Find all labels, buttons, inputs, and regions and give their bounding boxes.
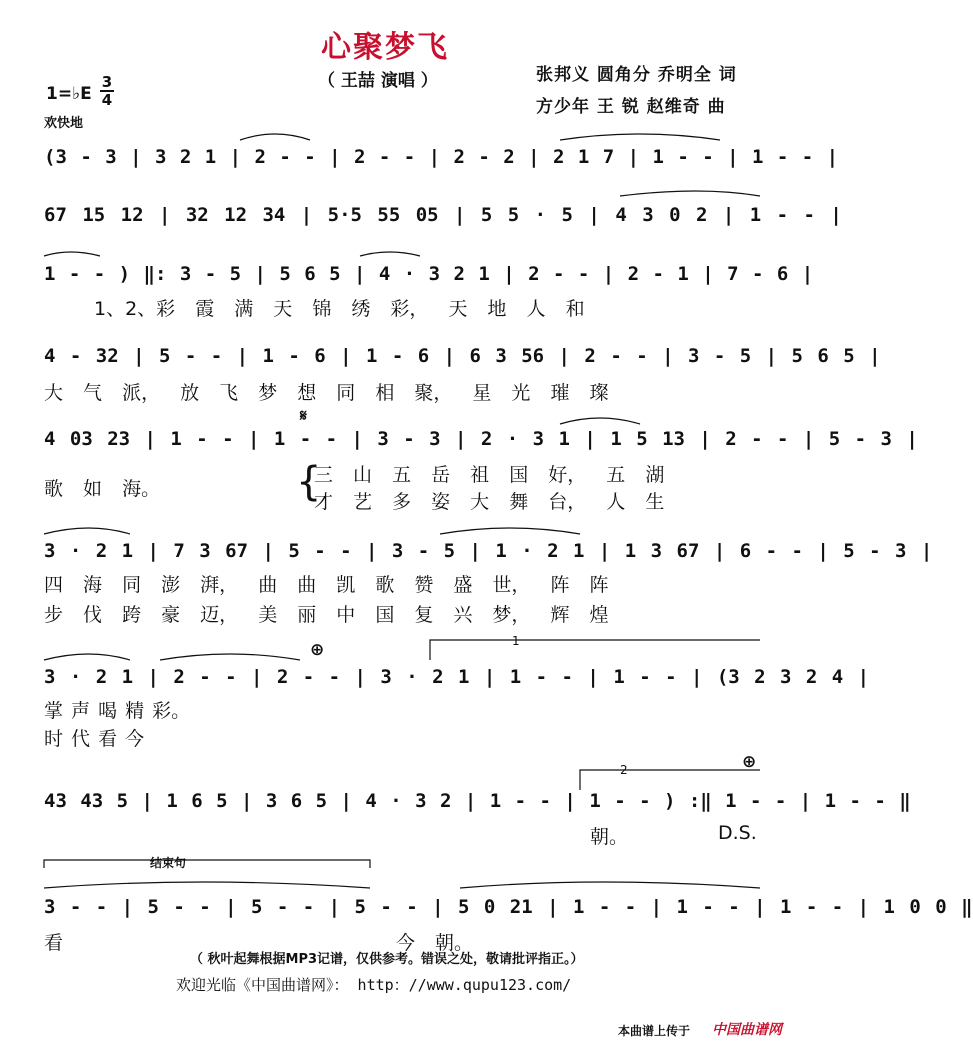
coda-sign-1: ⊕ bbox=[310, 640, 325, 660]
score-row-7: 3 · 2 1 | 2 - - | 2 - - | 3 · 2 1 | 1 - - | 1 - - | (3 2 3 2 4 | bbox=[44, 666, 870, 688]
lyrics-row-8: 朝。 bbox=[590, 826, 629, 848]
score-row-6: 3 · 2 1 | 7 3 67 | 5 - - | 3 - 5 | 1 · 2 1 | 1 3 67 | 6 - - | 5 - 3 | bbox=[44, 540, 933, 562]
time-numerator: 3 bbox=[101, 73, 113, 91]
singer-label: （ 王喆 演唱 ） bbox=[318, 71, 438, 91]
score-row-2: 67 15 12 | 32 12 34 | 5·5 55 05 | 5 5 · 5 | 4 3 0 2 | 1 - - | bbox=[44, 204, 842, 226]
lyrics-row-3: 1、2、彩 霞 满 天 锦 绣 彩， 天 地 人 和 bbox=[94, 298, 585, 320]
lyrics-row-5: 歌 如 海。 bbox=[44, 478, 161, 500]
lyrics-row-5-verse-1: 三 山 五 岳 祖 国 好， 五 湖 bbox=[314, 464, 665, 486]
lyrics-row-9-a: 看 bbox=[44, 932, 64, 954]
welcome-line: 欢迎光临《中国曲谱网》： http：//www.qupu123.com/ bbox=[176, 976, 572, 994]
song-title: 心聚梦飞 bbox=[321, 30, 449, 65]
score-row-1: (3 - 3 | 3 2 1 | 2 - - | 2 - - | 2 - 2 | 2 1 7 | 1 - - | 1 - - | bbox=[44, 146, 839, 168]
segno-sign: 𝄋 bbox=[300, 406, 307, 425]
dal-segno: D.S. bbox=[718, 822, 757, 844]
score-row-5: 4 03 23 | 1 - - | 1 - - | 3 - 3 | 2 · 3 1 | 1 5 13 | 2 - - | 5 - 3 | bbox=[44, 428, 918, 450]
lyrics-row-6-verse-2: 步 伐 跨 豪 迈， 美 丽 中 国 复 兴 梦， 辉 煌 bbox=[44, 604, 609, 626]
lyrics-row-9-b: 今 朝。 bbox=[396, 932, 474, 954]
upload-label: 本曲谱上传于 bbox=[618, 1024, 691, 1038]
score-row-4: 4 - 32 | 5 - - | 1 - 6 | 1 - 6 | 6 3 56 | 2 - - | 3 - 5 | 5 6 5 | bbox=[44, 345, 881, 367]
transcription-note: （ 秋叶起舞根据MP3记谱，仅供参考。错误之处，敬请批评指正。） bbox=[190, 952, 584, 967]
time-denominator: 4 bbox=[101, 91, 113, 109]
key-signature: 1=♭E bbox=[46, 84, 92, 104]
score-row-8: 43 43 5 | 1 6 5 | 3 6 5 | 4 · 3 2 | 1 - - | 1 - - ) :‖ 1 - - | 1 - - ‖ bbox=[44, 790, 911, 812]
lyrics-row-7-verse-2: 时 代 看 今 bbox=[44, 728, 145, 750]
score-row-9: 3 - - | 5 - - | 5 - - | 5 - - | 5 0 21 | 1 - - | 1 - - | 1 - - | 1 0 0 ‖ bbox=[44, 896, 973, 918]
lyricists-credit: 张邦义 圆角分 乔明全 词 bbox=[536, 65, 737, 85]
composers-credit: 方少年 王 锐 赵维奇 曲 bbox=[536, 97, 726, 117]
lyrics-row-4: 大 气 派， 放 飞 梦 想 同 相 聚， 星 光 璀 璨 bbox=[44, 382, 609, 404]
ending-label: 结束句 bbox=[150, 856, 187, 870]
site-logo: 中国曲谱网 bbox=[712, 1022, 782, 1038]
volta-1-label: 1 bbox=[512, 634, 520, 648]
coda-sign-2: ⊕ bbox=[742, 752, 757, 772]
verse-brace: { bbox=[296, 459, 322, 505]
lyrics-row-6-verse-1: 四 海 同 澎 湃， 曲 曲 凯 歌 赞 盛 世， 阵 阵 bbox=[44, 574, 609, 596]
volta-2-label: 2 bbox=[620, 763, 628, 777]
score-row-3: 1 - - ) ‖: 3 - 5 | 5 6 5 | 4 · 3 2 1 | 2 - - | 2 - 1 | 7 - 6 | bbox=[44, 263, 814, 285]
lyrics-row-7-verse-1: 掌 声 喝 精 彩。 bbox=[44, 700, 191, 722]
tempo-marking: 欢快地 bbox=[44, 116, 84, 131]
lyrics-row-5-verse-2: 才 艺 多 姿 大 舞 台， 人 生 bbox=[314, 491, 665, 513]
